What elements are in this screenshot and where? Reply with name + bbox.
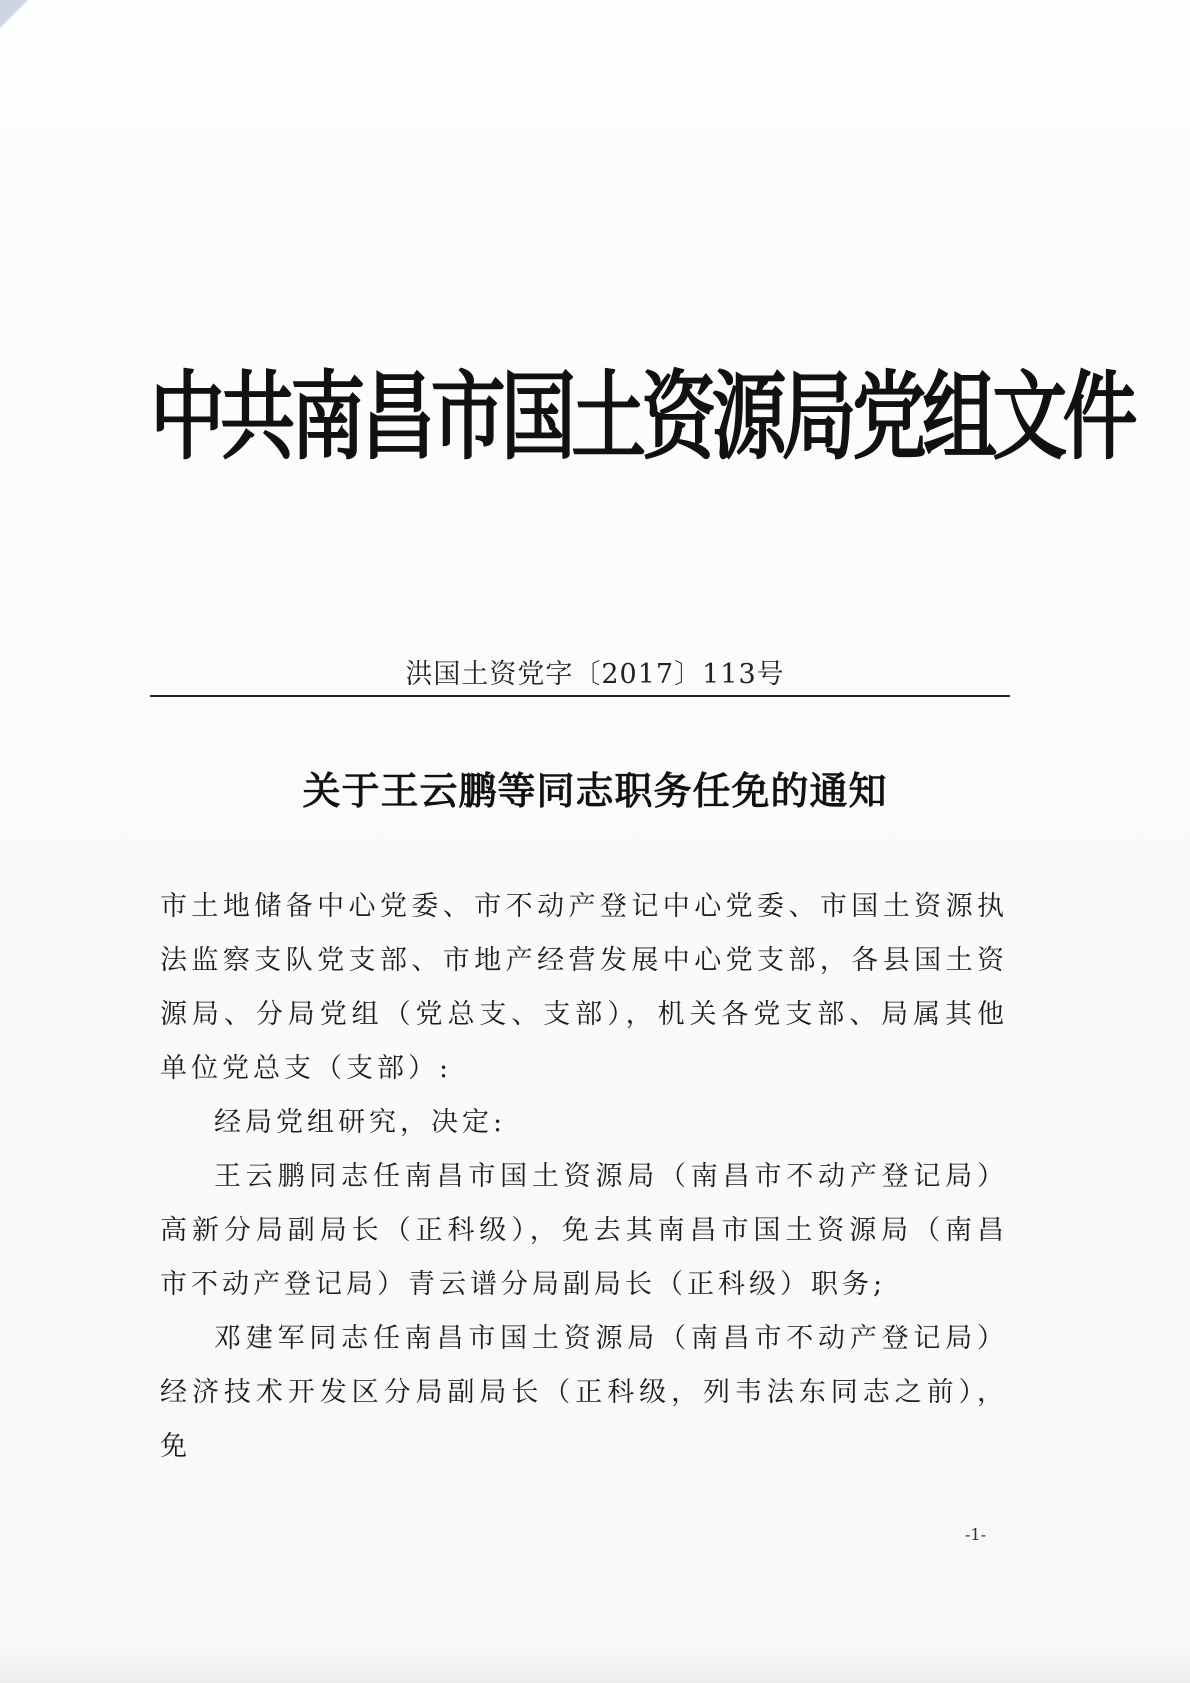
document-body — [160, 880, 1008, 1474]
scan-bottom-edge — [0, 1643, 1190, 1683]
issuer-header: 中共南昌市国土资源局党组文件 — [150, 361, 1133, 473]
body-paragraph: 邓建军同志任南昌市国土资源局（南昌市不动产登记局）经济技术开发区分局副局长（正科级，列韦法东同志之前），免 — [160, 1323, 1008, 1462]
header-divider — [150, 695, 1010, 697]
page-number: -1- — [965, 1525, 986, 1544]
scan-corner-mark — [0, 0, 28, 28]
body-paragraph: 经局党组研究，决定: — [214, 1107, 507, 1138]
body-paragraph: 王云鹏同志任南昌市国土资源局（南昌市不动产登记局）高新分局副局长（正科级），免去其南昌市国土资源局（南昌市不动产登记局）青云谱分局副局长（正科级）职务; — [160, 1161, 1008, 1300]
recipients-paragraph: 市土地储备中心党委、市不动产登记中心党委、市国土资源执法监察支队党支部、市地产经营发展中心党支部，各县国土资源局、分局党组（党总支、支部），机关各党支部、局属其他单位党总支（支部）: — [160, 891, 1008, 1084]
document-title: 关于王云鹏等同志职务任免的通知 — [302, 769, 888, 813]
document-number: 洪国土资党字〔2017〕113号 — [405, 659, 785, 690]
